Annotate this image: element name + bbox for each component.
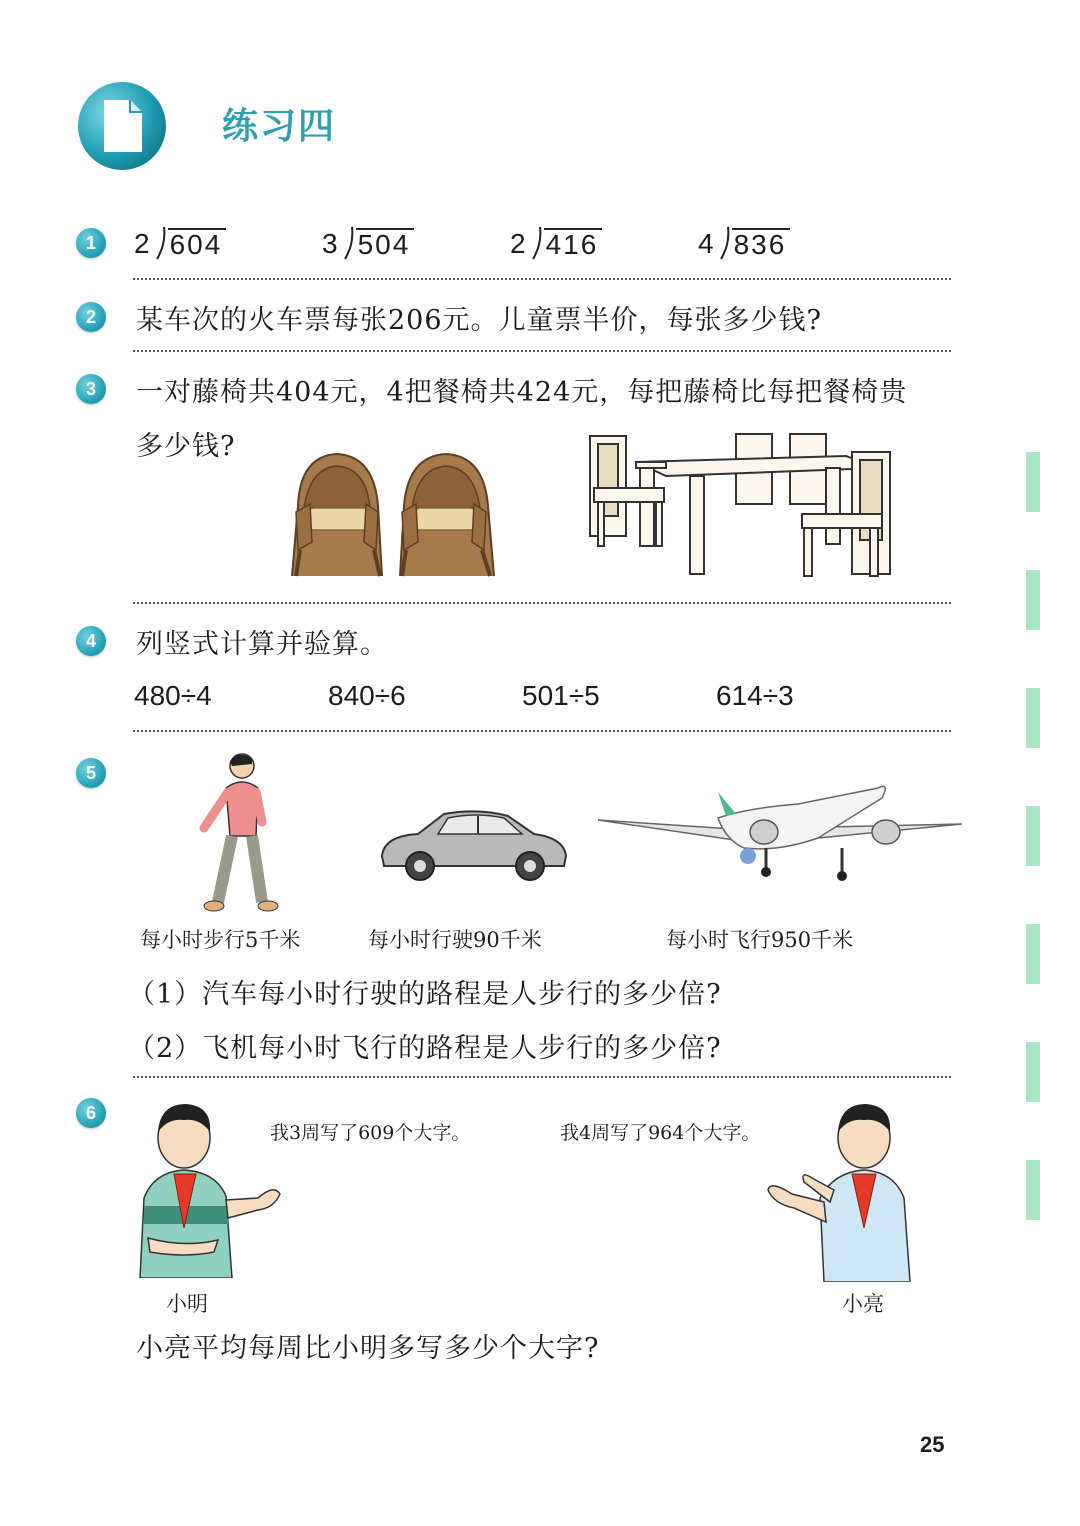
speech-xiaoliang: 我4周写了964个大字。 xyxy=(560,1122,761,1144)
page-edge-tab xyxy=(1026,924,1040,984)
question-text: 小亮平均每周比小明多写多少个大字? xyxy=(136,1333,600,1364)
question-number-badge: 4 xyxy=(76,626,106,656)
question-number-badge: 3 xyxy=(76,374,106,404)
long-division-item xyxy=(510,226,602,260)
divisor: 3 xyxy=(322,228,340,259)
long-division-item xyxy=(698,226,790,260)
page-edge-tab xyxy=(1026,1160,1040,1220)
dividend: 836 xyxy=(732,228,791,260)
division-bracket-icon xyxy=(718,226,732,260)
question-text: 一对藤椅共404元，4把餐椅共424元，每把藤椅比每把餐椅贵 xyxy=(136,377,908,408)
section-divider xyxy=(133,1076,951,1078)
dining-table-illustration xyxy=(586,428,896,580)
caption-car: 每小时行驶90千米 xyxy=(368,928,542,952)
divisor: 2 xyxy=(134,228,152,259)
divisor: 4 xyxy=(698,228,716,259)
section-divider xyxy=(133,278,951,280)
question-text: 某车次的火车票每张206元。儿童票半价，每张多少钱? xyxy=(136,305,823,336)
long-division-item xyxy=(134,226,226,260)
document-icon xyxy=(76,80,168,172)
airplane-illustration xyxy=(598,768,964,884)
boy-xiaoliang-illustration xyxy=(764,1098,914,1282)
division-expression: 614÷3 xyxy=(716,680,794,711)
page-edge-tab xyxy=(1026,570,1040,630)
caption-airplane: 每小时飞行950千米 xyxy=(666,928,854,952)
caption-walking: 每小时步行5千米 xyxy=(140,928,301,952)
sub-question-2: （2）飞机每小时飞行的路程是人步行的多少倍? xyxy=(128,1033,722,1064)
long-division-item xyxy=(322,226,414,260)
name-label-xiaoliang: 小亮 xyxy=(842,1292,884,1316)
divisor: 2 xyxy=(510,228,528,259)
page-title: 练习四 xyxy=(222,105,337,147)
section-divider xyxy=(133,730,951,732)
division-bracket-icon xyxy=(154,226,168,260)
page-edge-tab xyxy=(1026,806,1040,866)
name-label-xiaoming: 小明 xyxy=(166,1292,208,1316)
question-text: 列竖式计算并验算。 xyxy=(136,629,388,660)
division-bracket-icon xyxy=(530,226,544,260)
division-expression: 480÷4 xyxy=(134,680,212,711)
walking-person-illustration xyxy=(196,752,286,914)
car-illustration xyxy=(378,806,570,882)
question-number-badge: 5 xyxy=(76,758,106,788)
division-bracket-icon xyxy=(342,226,356,260)
question-number-badge: 1 xyxy=(76,228,106,258)
page-edge-tab xyxy=(1026,688,1040,748)
question-number-badge: 6 xyxy=(76,1098,106,1128)
page-edge-tab xyxy=(1026,1042,1040,1102)
speech-xiaoming: 我3周写了609个大字。 xyxy=(270,1122,471,1144)
question-number-badge: 2 xyxy=(76,302,106,332)
division-expression: 501÷5 xyxy=(522,680,600,711)
division-expression: 840÷6 xyxy=(328,680,406,711)
page-edge-tab xyxy=(1026,452,1040,512)
dividend: 604 xyxy=(168,228,227,260)
dividend: 504 xyxy=(356,228,415,260)
page-number: 25 xyxy=(920,1432,945,1457)
section-divider xyxy=(133,350,951,352)
dividend: 416 xyxy=(544,228,603,260)
section-divider xyxy=(133,602,951,604)
rattan-chairs-illustration xyxy=(282,446,502,582)
sub-question-1: （1）汽车每小时行驶的路程是人步行的多少倍? xyxy=(128,979,722,1010)
question-text-continued: 多少钱? xyxy=(136,431,236,462)
boy-xiaoming-illustration xyxy=(134,1098,284,1278)
